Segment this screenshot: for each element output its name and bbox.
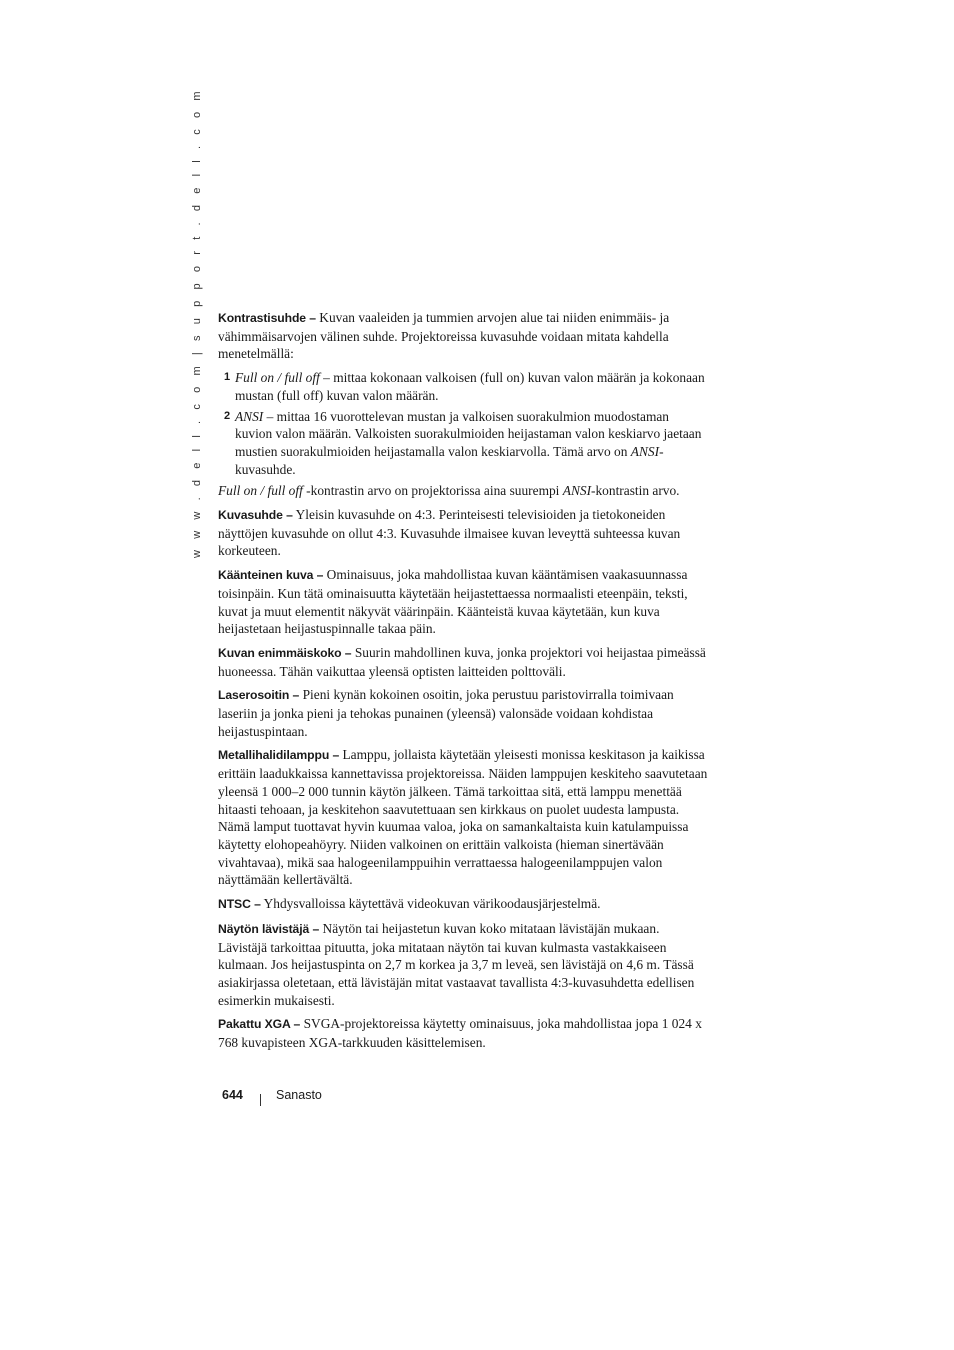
entry-term: Kuvan enimmäiskoko – [218,645,352,660]
note-text2: -kontrastin arvo. [591,483,680,499]
method-name: Full on / full off [235,370,320,386]
entry-kuvan-enimmaiskoko [218,644,708,680]
list-item [224,408,708,479]
entry-text: Pieni kynän kokoinen osoitin, joka perustuu paristovirralla toimivaan laseriin ja jonka pieni ja tehokas punainen (yleensä) valonsäde voidaan kohdistaa heijastuspintaan. [218,687,674,739]
entry-term: Kontrastisuhde – [218,311,316,325]
entry-text: Kuvan vaaleiden ja tummien arvojen alue tai niiden enimmäis- ja vähimmäisarvojen välinen suhde. Projektoreissa kuvasuhde voidaan mitata kahdella menetelmällä: [218,310,670,362]
note-text: -kontrastin arvo on projektorissa aina suurempi [302,483,563,499]
method-name: ANSI [235,408,264,424]
entry-kontrastisuhde [218,309,708,363]
section-title: Sanasto [276,1088,322,1102]
side-url-text: w w w . d e l l . c o m | s u p p o r t . d e l l . c o m [191,87,203,558]
entry-laserosoitin [218,686,708,740]
entry-text: Ominaisuus, joka mahdollistaa kuvan kääntämisen vaakasuunnassa toisinpäin. Kun tätä ominaisuutta käytetään heijastettaessa normaalisti eteenpäin, teksti, kuvat ja muut elementit näkyvät väärinpäin. Käänteistä kuvaa käytetään, kun kuva heijastetaan heijastuspinnalle takaa päin. [218,567,688,637]
entry-term: Pakattu XGA – [218,1017,301,1032]
entry-pakattu-xga [218,1015,708,1051]
entry-text: Yleisin kuvasuhde on 4:3. Perinteisesti televisioiden ja tietokoneiden näyttöjen kuvasuhde on ollut 4:3. Kuvasuhde ilmaisee kuvan leveyttä suhteessa kuvan korkeuteen. [218,507,681,559]
entry-term: Metallihalidilamppu – [218,748,340,763]
glossary-content [218,309,708,1058]
entry-nayton-lavistaja [218,920,708,1010]
entry-text: Yhdysvalloissa käytettävä videokuvan värikoodausjärjestelmä. [260,896,601,912]
method-text: – mittaa 16 vuorottelevan mustan ja valkoisen suorakulmion muodostaman kuvion valon määrän. Valkoisten suorakulmioiden heijastaman valon keskiarvo jaetaan mustien suorakulmioiden heijastamalla valon keskiarvolla. Tämä arvo on [235,408,702,459]
entry-term: Kuvasuhde – [218,508,293,523]
method-text: – mittaa kokonaan valkoisen (full on) kuvan valon määrän ja kokonaan mustan (full off) kuvan valon määrän. [235,370,705,403]
entry-term: NTSC – [218,897,261,912]
entry-term: Näytön lävistäjä – [218,921,320,936]
list-number: 2 [224,409,231,422]
entry-kuvasuhde [218,506,708,560]
entry-text: Lamppu, jollaista käytetään yleisesti monissa keskitason ja kaikissa erittäin laadukkaissa kannettavissa projektoreissa. Näiden lamppujen keskiteho saavutetaan yleensä 1 000–2 000 tunnin käytön jälkeen. Tämä tarkoittaa sitä, että lamppu menettää hitaasti tehoaan, ja keskitehon saavutettuaan sen kirkkaus on puolet uudesta lampusta. Nämä lamput tuottavat hyvin kuumaa valoa, joka on samankaltaista kuin katulampuissa käytetty elohopeahöyry. Niiden valkoinen on erittäin valkoista (hieman sinertävään vivahtavaa), mikä saa halogeenilamppuihin verrattaessa halogeenilamppujen valon näyttämään kellertävältä. [218,747,708,888]
entry-ntsc [218,895,708,914]
note-em: Full on / full off [218,483,303,499]
list-number: 1 [224,371,231,384]
entry-metallihalidilamppu [218,746,708,889]
entry-text: Suurin mahdollinen kuva, jonka projektori voi heijastaa pimeässä huoneessa. Tähän vaikuttaa yleensä optisten laitteiden polttoväli. [218,644,706,679]
page-number: 644 [222,1088,243,1102]
contrast-method-list [218,369,708,478]
note-em2: ANSI [562,483,592,499]
method-text-end: -kuvasuhde. [235,443,664,477]
entry-term: Käänteinen kuva – [218,568,324,583]
list-item [224,369,708,404]
entry-term: Laserosoitin – [218,688,300,703]
method-name-inline: ANSI [630,443,660,459]
footer-divider [260,1094,261,1106]
entry-text: SVGA-projektoreissa käytetty ominaisuus, joka mahdollistaa jopa 1 024 x 768 kuvapisteen XGA-tarkkuuden käsittelemisen. [218,1016,702,1051]
entry-kaanteinen-kuva [218,566,708,638]
entry-text: Näytön tai heijastetun kuvan koko mitataan lävistäjän mukaan. Lävistäjä tarkoittaa pituutta, joka mitataan näytön tai kuvan kulmasta vastakkaiseen kulmaan. Jos heijastuspinta on 2,7 m korkea ja 3,7 m leveä, sen lävistäjä on 4,6 m. Tässä asiakirjassa oletetaan, että lävistäjän mitat vastaavat tavallista 4:3-kuvasuhdetta edellisen esimerkin mukaisesti. [218,920,695,1008]
contrast-note [218,482,708,500]
